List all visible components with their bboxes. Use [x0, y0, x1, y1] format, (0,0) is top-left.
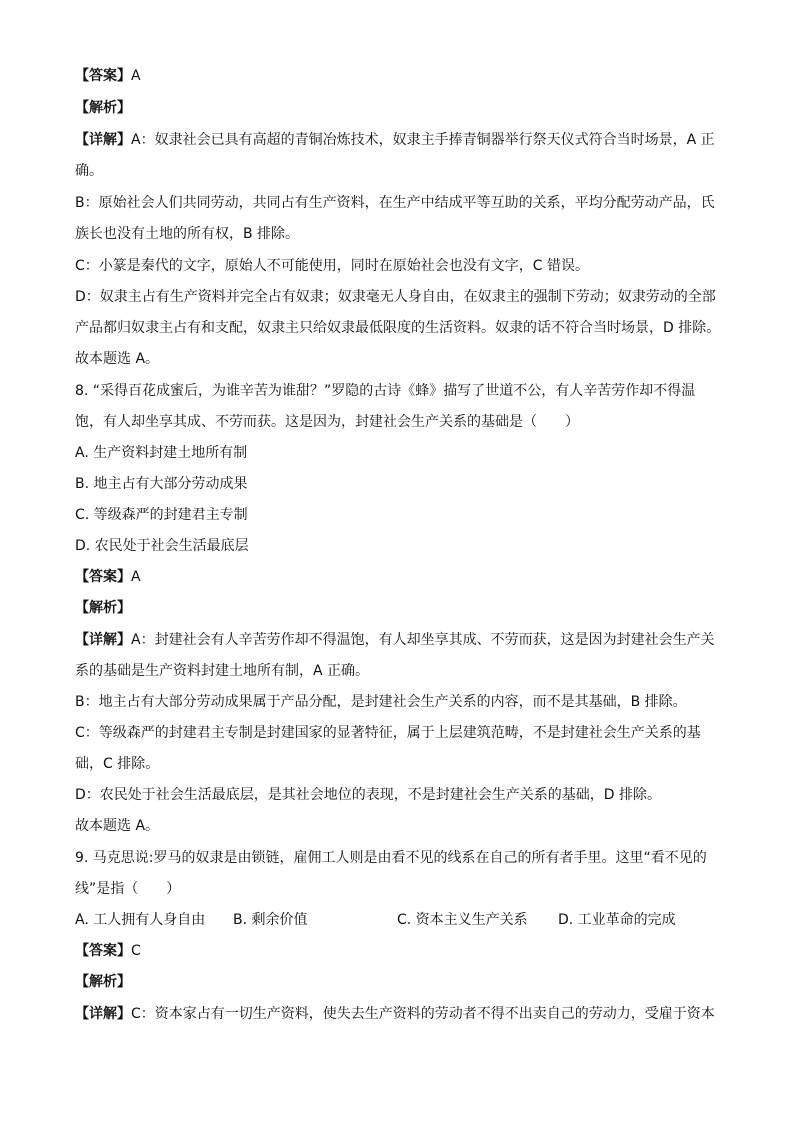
answer-tag: 【答案】: [75, 943, 131, 959]
answer-value: C: [131, 943, 141, 959]
detail-line: D：农民处于社会生活最底层，是其社会地位的表现，不是封建社会生产关系的基础，D 排除。: [75, 787, 662, 803]
answer-value: A: [131, 68, 141, 84]
detail-line: B：原始社会人们共同劳动，共同占有生产资料，在生产中结成平等互助的关系，平均分配劳动产品，氏: [75, 195, 715, 211]
detail-line: 【详解】A：封建社会有人辛苦劳作却不得温饱，有人却坐享其成、不劳而获，这是因为封建社会生产关: [75, 632, 715, 648]
option-a: A. 工人拥有人身自由: [75, 912, 206, 928]
answer-line: [75, 67, 725, 85]
answer-tag: 【答案】: [75, 569, 131, 585]
answer-tag: 【答案】: [75, 68, 131, 84]
detail-line: 【详解】A：奴隶社会已具有高超的青铜冶炼技术，奴隶主手捧青铜器举行祭天仪式符合当时场景，A 正: [75, 132, 715, 148]
question-stem: 饱，有人却坐享其成、不劳而获。这是因为，封建社会生产关系的基础是（ ）: [75, 414, 579, 430]
option-d: D. 农民处于社会生活最底层: [75, 538, 249, 554]
detail-tag: 【详解】: [75, 632, 131, 648]
option-b: B. 剩余价值: [233, 912, 308, 928]
option-b: B. 地主占有大部分劳动成果: [75, 476, 248, 492]
option-c: C. 等级森严的封建君主专制: [75, 507, 248, 523]
answer-value: A: [131, 569, 141, 585]
option-d: D. 工业革命的完成: [558, 912, 676, 928]
detail-line: D：奴隶主占有生产资料并完全占有奴隶；奴隶毫无人身自由，在奴隶主的强制下劳动；奴隶劳动的全部: [75, 289, 716, 305]
detail-line: 确。: [75, 163, 103, 179]
detail-line: C：等级森严的封建君主专制是封建国家的显著特征，属于上层建筑范畴，不是封建社会生产关系的基: [75, 725, 701, 741]
question-stem: 线”是指（ ）: [75, 881, 181, 897]
detail-line: B：地主占有大部分劳动成果属于产品分配，是封建社会生产关系的内容，而不是其基础，B 排除。: [75, 694, 687, 710]
detail-line: C：小篆是秦代的文字，原始人不可能使用，同时在原始社会也没有文字，C 错误。: [75, 258, 589, 274]
answer-line: [75, 942, 725, 960]
answer-line: [75, 568, 725, 586]
analysis-heading: 【解析】: [75, 100, 131, 116]
option-c: C. 资本主义生产关系: [397, 912, 528, 928]
detail-tag: 【详解】: [75, 1006, 131, 1022]
option-a: A. 生产资料封建土地所有制: [75, 445, 248, 461]
detail-line: 产品都归奴隶主占有和支配，奴隶主只给奴隶最低限度的生活资料。奴隶的话不符合当时场景，D 排除。: [75, 320, 721, 336]
detail-line: 【详解】C：资本家占有一切生产资料，使失去生产资料的劳动者不得不出卖自己的劳动力，受雇于资本: [75, 1006, 715, 1022]
detail-line: 故本题选 A。: [75, 818, 160, 834]
question-stem: 8. “采得百花成蜜后，为谁辛苦为谁甜？”罗隐的古诗《蜂》描写了世道不公，有人辛苦劳作却不得温: [75, 383, 696, 399]
detail-line: 族长也没有土地的所有权，B 排除。: [75, 226, 300, 242]
question-stem: 9. 马克思说:罗马的奴隶是由锁链，雇佣工人则是由看不见的线系在自己的所有者手里。这里“看不见的: [75, 850, 707, 866]
detail-line: 故本题选 A。: [75, 351, 160, 367]
analysis-heading: 【解析】: [75, 600, 131, 616]
detail-tag: 【详解】: [75, 132, 131, 148]
detail-line: 系的基础是生产资料封建土地所有制，A 正确。: [75, 663, 370, 679]
detail-line: 础，C 排除。: [75, 756, 160, 772]
analysis-heading: 【解析】: [75, 974, 131, 990]
